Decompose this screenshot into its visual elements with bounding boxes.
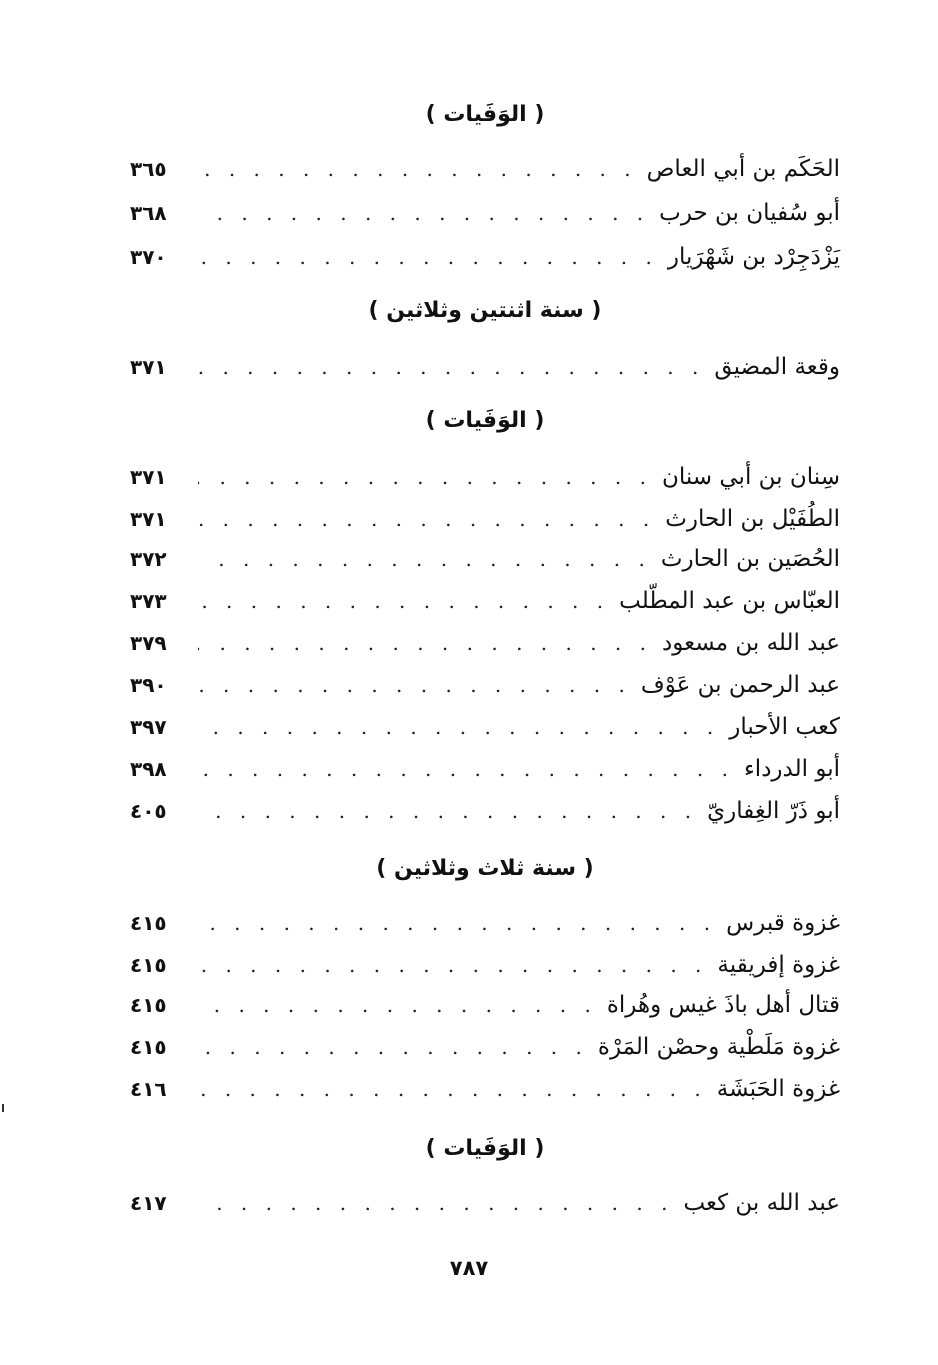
entry-title: أبو الدرداء bbox=[743, 756, 840, 782]
toc-entry bbox=[130, 240, 840, 274]
dot-leader bbox=[198, 196, 649, 230]
entry-title: عبد الرحمن بن عَوْف bbox=[640, 672, 840, 698]
entry-page: ٣٧٢ bbox=[130, 547, 167, 571]
toc-entry bbox=[130, 668, 840, 702]
dot-leader bbox=[198, 794, 697, 828]
entry-page: ٤١٧ bbox=[130, 1191, 167, 1215]
entry-page: ٣٧٩ bbox=[130, 631, 167, 655]
dot-leader bbox=[198, 710, 719, 744]
entry-title: وقعة المضيق bbox=[714, 354, 840, 380]
entry-page: ٤١٥ bbox=[130, 1035, 167, 1059]
entry-title: الحُصَين بن الحارث bbox=[660, 546, 840, 572]
toc-entry bbox=[130, 460, 840, 494]
entry-title: الحَكَم بن أبي العاص bbox=[646, 156, 840, 182]
dot-leader bbox=[198, 542, 651, 576]
dot-leader bbox=[198, 240, 658, 274]
toc-entry bbox=[130, 906, 840, 940]
dot-leader bbox=[198, 948, 707, 982]
entry-page: ٣٧١ bbox=[130, 355, 167, 379]
toc-entry bbox=[130, 710, 840, 744]
entry-page: ٣٧٣ bbox=[130, 589, 167, 613]
entry-title: الطُفَيْل بن الحارث bbox=[665, 506, 840, 532]
entry-page: ٣٧٠ bbox=[130, 245, 167, 269]
dot-leader bbox=[198, 906, 716, 940]
dot-leader bbox=[198, 152, 637, 186]
dot-leader bbox=[198, 350, 704, 384]
toc-entry bbox=[130, 626, 840, 660]
section-heading-deaths-3: ( الوَفَيات ) bbox=[425, 1136, 545, 1161]
dot-leader bbox=[198, 1030, 588, 1064]
entry-page: ٣٩٧ bbox=[130, 715, 167, 739]
dot-leader bbox=[198, 752, 734, 786]
entry-title: العبّاس بن عبد المطّلب bbox=[619, 588, 840, 614]
dot-leader bbox=[198, 584, 609, 618]
toc-entry bbox=[130, 794, 840, 828]
toc-entry bbox=[130, 752, 840, 786]
toc-entry bbox=[130, 152, 840, 186]
entry-title: كعب الأحبار bbox=[729, 714, 840, 740]
scan-edge-mark bbox=[2, 1104, 4, 1112]
entry-title: أبو سُفيان بن حرب bbox=[659, 200, 840, 226]
entry-page: ٣٦٥ bbox=[130, 157, 167, 181]
page-number: ٧٨٧ bbox=[449, 1256, 489, 1280]
entry-page: ٣٧١ bbox=[130, 507, 167, 531]
toc-entry bbox=[130, 1186, 840, 1220]
toc-entry bbox=[130, 350, 840, 384]
section-heading-year-32: ( سنة اثنتين وثلاثين ) bbox=[368, 298, 602, 323]
dot-leader bbox=[198, 1186, 673, 1220]
entry-page: ٤٠٥ bbox=[130, 799, 167, 823]
dot-leader bbox=[198, 988, 597, 1022]
entry-page: ٣٦٨ bbox=[130, 201, 167, 225]
toc-entry bbox=[130, 196, 840, 230]
entry-title: غزوة الحَبَشَة bbox=[716, 1076, 840, 1102]
entry-page: ٣٩٨ bbox=[130, 757, 167, 781]
entry-page: ٣٩٠ bbox=[130, 673, 167, 697]
dot-leader bbox=[198, 626, 652, 660]
toc-entry bbox=[130, 542, 840, 576]
section-heading-year-33: ( سنة ثلاث وثلاثين ) bbox=[376, 856, 594, 881]
toc-entry bbox=[130, 948, 840, 982]
toc-entry bbox=[130, 584, 840, 618]
toc-entry bbox=[130, 502, 840, 536]
entry-title: عبد الله بن كعب bbox=[683, 1190, 840, 1216]
entry-page: ٤١٦ bbox=[130, 1077, 167, 1101]
entry-title: عبد الله بن مسعود bbox=[662, 630, 840, 656]
dot-leader bbox=[198, 460, 652, 494]
dot-leader bbox=[198, 502, 655, 536]
entry-title: غزوة مَلَطْية وحصْن المَرْة bbox=[597, 1034, 840, 1060]
dot-leader bbox=[198, 1072, 707, 1106]
entry-page: ٤١٥ bbox=[130, 911, 167, 935]
toc-entry bbox=[130, 1072, 840, 1106]
entry-title: أبو ذَرّ الغِفاريّ bbox=[707, 798, 840, 824]
entry-title: قتال أهل باذَ غيس وهُراة bbox=[606, 992, 840, 1018]
toc-entry bbox=[130, 1030, 840, 1064]
entry-page: ٤١٥ bbox=[130, 993, 167, 1017]
entry-page: ٣٧١ bbox=[130, 465, 167, 489]
section-heading-deaths-1: ( الوَفَيات ) bbox=[425, 102, 545, 127]
entry-title: سِنان بن أبي سنان bbox=[661, 464, 840, 490]
section-heading-deaths-2: ( الوَفَيات ) bbox=[425, 408, 545, 433]
toc-entry bbox=[130, 988, 840, 1022]
entry-page: ٤١٥ bbox=[130, 953, 167, 977]
entry-title: غزوة قبرس bbox=[726, 910, 840, 936]
entry-title: غزوة إفريقية bbox=[717, 952, 840, 978]
dot-leader bbox=[198, 668, 631, 702]
entry-title: يَزْدَجِرْد بن شَهْرَيار bbox=[667, 244, 840, 270]
